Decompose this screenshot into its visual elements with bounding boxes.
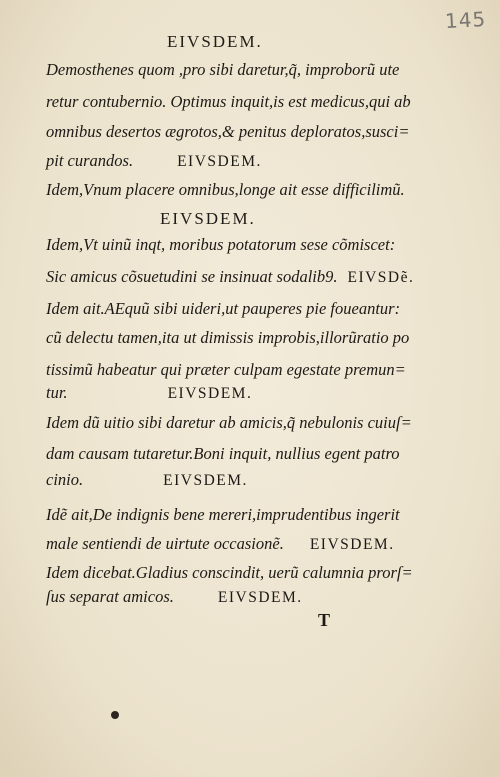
section-heading: EIVSDEM.: [167, 32, 263, 51]
text-line-content: ſus separat amicos.: [46, 587, 174, 606]
text-line: [46, 470, 248, 490]
section-heading: EIVSDẽ.: [347, 269, 415, 286]
text-line: [46, 267, 414, 287]
text-line-content: male sentiendi de uirtute occasionẽ.: [46, 534, 284, 553]
text-line: omnibus desertos ægrotos,& penitus deploratos,susci=: [46, 122, 410, 141]
text-line-content: pit curandos.: [46, 151, 134, 170]
text-line: Idem,Vt uinũ inqt, moribus potatorum sese cõmiscet:: [46, 235, 396, 254]
section-heading: EIVSDEM.: [309, 536, 395, 553]
section-heading: EIVSDEM.: [177, 153, 262, 170]
text-line: [46, 534, 395, 554]
text-line: Idem dũ uitio sibi daretur ab amicis,q̃ nebulonis cuiuſ=: [46, 413, 412, 432]
section-heading: EIVSDEM.: [167, 385, 253, 402]
text-line: cũ delectu tamen,ita ut dimissis improbis,illorũratio po: [46, 328, 410, 347]
text-line: [46, 383, 252, 403]
section-heading: EIVSDEM.: [163, 472, 248, 489]
folio-number: 145: [444, 6, 487, 34]
text-line: Demosthenes quom ,pro sibi daretur,q̃, improborũ ute: [46, 60, 400, 79]
text-line-content: cinio.: [46, 470, 84, 489]
text-line: tissimũ habeatur qui præter culpam egestate premun=: [46, 360, 406, 379]
text-line-content: Sic amicus cõsuetudini se insinuat sodalib9.: [46, 267, 338, 286]
section-heading: EIVSDEM.: [217, 589, 303, 606]
text-line: retur contubernio. Optimus inquit,is est medicus,qui ab: [46, 92, 411, 111]
catchword: T: [318, 610, 331, 630]
text-line: Idem ait.AEquũ sibi uideri,ut pauperes pie foueantur:: [46, 299, 401, 318]
text-line: Idem dicebat.Gladius conscindit, uerũ calumnia prorſ=: [46, 563, 413, 582]
text-line-content: tur.: [46, 383, 68, 402]
text-line: Idem,Vnum placere omnibus,longe ait esse difficilimũ.: [46, 180, 405, 199]
text-line: dam causam tutaretur.Boni inquit, nullius egent patro: [46, 444, 400, 463]
text-line: [46, 151, 262, 171]
ink-dot-mark: [111, 711, 119, 719]
text-line: [46, 587, 303, 607]
text-line: Idẽ ait,De indignis bene mereri,imprudentibus ingerit: [46, 505, 400, 524]
section-heading: EIVSDEM.: [160, 209, 256, 228]
